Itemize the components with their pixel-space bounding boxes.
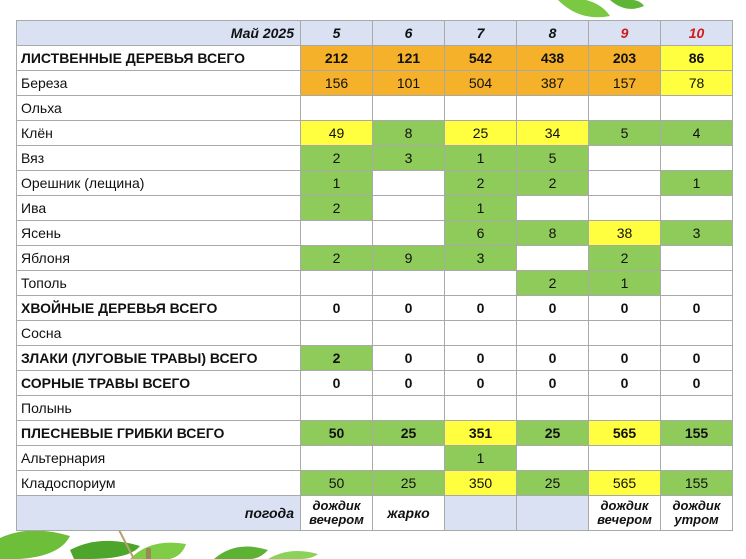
weather-text: вечером: [597, 512, 652, 527]
count-cell: [589, 396, 661, 421]
count-cell: 351: [445, 421, 517, 446]
count-cell: 2: [301, 246, 373, 271]
count-cell: 25: [373, 471, 445, 496]
table-row: [17, 346, 733, 371]
weather-cell: [373, 496, 445, 531]
count-cell: 3: [661, 221, 733, 246]
row-label: Альтернария: [17, 446, 301, 471]
weather-cell: [517, 496, 589, 531]
row-label: Береза: [17, 71, 301, 96]
row-label: СОРНЫЕ ТРАВЫ ВСЕГО: [17, 371, 301, 396]
count-cell: 0: [589, 296, 661, 321]
pollen-count-table: [16, 20, 733, 531]
count-cell: 2: [517, 271, 589, 296]
count-cell: [589, 446, 661, 471]
count-cell: 8: [373, 121, 445, 146]
count-cell: 0: [373, 296, 445, 321]
count-cell: 2: [301, 196, 373, 221]
row-label: Тополь: [17, 271, 301, 296]
weather-cell: [589, 496, 661, 531]
count-cell: [373, 196, 445, 221]
count-cell: 1: [589, 271, 661, 296]
table-row: [17, 371, 733, 396]
count-cell: [301, 321, 373, 346]
row-label: Орешник (лещина): [17, 171, 301, 196]
count-cell: 156: [301, 71, 373, 96]
day-header-2: 7: [445, 21, 517, 46]
count-cell: 350: [445, 471, 517, 496]
count-cell: 1: [445, 196, 517, 221]
count-cell: 0: [589, 371, 661, 396]
count-cell: [517, 96, 589, 121]
count-cell: 155: [661, 421, 733, 446]
row-label: Ольха: [17, 96, 301, 121]
count-cell: 1: [445, 446, 517, 471]
count-cell: 157: [589, 71, 661, 96]
day-header-5: 10: [661, 21, 733, 46]
table-row: [17, 446, 733, 471]
table-row: [17, 221, 733, 246]
count-cell: [589, 96, 661, 121]
day-header-3: 8: [517, 21, 589, 46]
count-cell: 101: [373, 71, 445, 96]
count-cell: [661, 271, 733, 296]
count-cell: 504: [445, 71, 517, 96]
weather-text: дождик: [600, 498, 649, 513]
count-cell: 387: [517, 71, 589, 96]
count-cell: 2: [445, 171, 517, 196]
count-cell: [661, 321, 733, 346]
weather-text: вечером: [309, 512, 364, 527]
count-cell: [661, 96, 733, 121]
row-label: Полынь: [17, 396, 301, 421]
day-header-0: 5: [301, 21, 373, 46]
table-row: [17, 71, 733, 96]
weather-label: погода: [17, 496, 301, 531]
row-label: Клён: [17, 121, 301, 146]
table-row: [17, 321, 733, 346]
leaf-decoration-top-right: [540, 0, 650, 22]
count-cell: [589, 146, 661, 171]
count-cell: 1: [445, 146, 517, 171]
count-cell: 86: [661, 46, 733, 71]
count-cell: 0: [373, 371, 445, 396]
count-cell: 0: [661, 296, 733, 321]
count-cell: 0: [301, 296, 373, 321]
count-cell: 50: [301, 421, 373, 446]
month-label: Май 2025: [17, 21, 301, 46]
table-row: [17, 96, 733, 121]
count-cell: [589, 196, 661, 221]
day-header-4: 9: [589, 21, 661, 46]
count-cell: 121: [373, 46, 445, 71]
count-cell: 0: [445, 371, 517, 396]
count-cell: [517, 246, 589, 271]
table-row: [17, 271, 733, 296]
count-cell: [445, 271, 517, 296]
table-row: [17, 471, 733, 496]
table-row: [17, 46, 733, 71]
count-cell: 5: [589, 121, 661, 146]
row-label: ЗЛАКИ (ЛУГОВЫЕ ТРАВЫ) ВСЕГО: [17, 346, 301, 371]
count-cell: 38: [589, 221, 661, 246]
count-cell: 0: [445, 346, 517, 371]
table-row: [17, 246, 733, 271]
row-label: ПЛЕСНЕВЫЕ ГРИБКИ ВСЕГО: [17, 421, 301, 446]
table-row: [17, 421, 733, 446]
table-row: [17, 396, 733, 421]
count-cell: 0: [661, 371, 733, 396]
count-cell: [661, 446, 733, 471]
count-cell: [373, 321, 445, 346]
count-cell: [301, 221, 373, 246]
count-cell: [517, 446, 589, 471]
count-cell: 0: [589, 346, 661, 371]
count-cell: 4: [661, 121, 733, 146]
header-row: [17, 21, 733, 46]
count-cell: [301, 271, 373, 296]
weather-cell: [661, 496, 733, 531]
count-cell: [517, 396, 589, 421]
count-cell: 9: [373, 246, 445, 271]
count-cell: [589, 171, 661, 196]
count-cell: 203: [589, 46, 661, 71]
count-cell: [661, 246, 733, 271]
weather-text: утром: [674, 512, 719, 527]
count-cell: 0: [373, 346, 445, 371]
row-label: Ива: [17, 196, 301, 221]
row-label: Яблоня: [17, 246, 301, 271]
count-cell: 0: [517, 296, 589, 321]
count-cell: 155: [661, 471, 733, 496]
count-cell: 25: [517, 471, 589, 496]
count-cell: [373, 171, 445, 196]
row-label: ХВОЙНЫЕ ДЕРЕВЬЯ ВСЕГО: [17, 296, 301, 321]
count-cell: 25: [517, 421, 589, 446]
count-cell: 2: [517, 171, 589, 196]
weather-text: жарко: [387, 505, 430, 521]
count-cell: [373, 446, 445, 471]
weather-text: дождик: [312, 498, 361, 513]
count-cell: 0: [301, 371, 373, 396]
count-cell: [373, 221, 445, 246]
count-cell: 25: [445, 121, 517, 146]
count-cell: 438: [517, 46, 589, 71]
count-cell: [589, 321, 661, 346]
table-row: [17, 146, 733, 171]
count-cell: [373, 396, 445, 421]
count-cell: [517, 321, 589, 346]
count-cell: 34: [517, 121, 589, 146]
count-cell: 50: [301, 471, 373, 496]
table-row: [17, 171, 733, 196]
count-cell: 49: [301, 121, 373, 146]
count-cell: [301, 396, 373, 421]
count-cell: [301, 96, 373, 121]
count-cell: [445, 396, 517, 421]
count-cell: 8: [517, 221, 589, 246]
row-label: Сосна: [17, 321, 301, 346]
count-cell: 3: [373, 146, 445, 171]
count-cell: 5: [517, 146, 589, 171]
count-cell: [445, 96, 517, 121]
count-cell: [373, 271, 445, 296]
count-cell: 565: [589, 471, 661, 496]
weather-cell: [445, 496, 517, 531]
count-cell: [661, 146, 733, 171]
table-row: [17, 121, 733, 146]
count-cell: 25: [373, 421, 445, 446]
count-cell: 3: [445, 246, 517, 271]
count-cell: 0: [517, 371, 589, 396]
table-row: [17, 296, 733, 321]
count-cell: 542: [445, 46, 517, 71]
count-cell: 6: [445, 221, 517, 246]
row-label: Вяз: [17, 146, 301, 171]
count-cell: 0: [445, 296, 517, 321]
count-cell: 1: [301, 171, 373, 196]
count-cell: 565: [589, 421, 661, 446]
row-label: Кладоспориум: [17, 471, 301, 496]
count-cell: [445, 321, 517, 346]
weather-row: [17, 496, 733, 531]
count-cell: [517, 196, 589, 221]
weather-text: дождик: [672, 498, 721, 513]
table-row: [17, 196, 733, 221]
count-cell: 1: [661, 171, 733, 196]
count-cell: 0: [517, 346, 589, 371]
row-label: Ясень: [17, 221, 301, 246]
count-cell: [301, 446, 373, 471]
count-cell: 212: [301, 46, 373, 71]
day-header-1: 6: [373, 21, 445, 46]
count-cell: [661, 396, 733, 421]
row-label: ЛИСТВЕННЫЕ ДЕРЕВЬЯ ВСЕГО: [17, 46, 301, 71]
pollen-table-body: [17, 21, 733, 531]
count-cell: 2: [589, 246, 661, 271]
count-cell: 0: [661, 346, 733, 371]
count-cell: [661, 196, 733, 221]
weather-cell: [301, 496, 373, 531]
count-cell: [373, 96, 445, 121]
count-cell: 78: [661, 71, 733, 96]
count-cell: 2: [301, 346, 373, 371]
count-cell: 2: [301, 146, 373, 171]
